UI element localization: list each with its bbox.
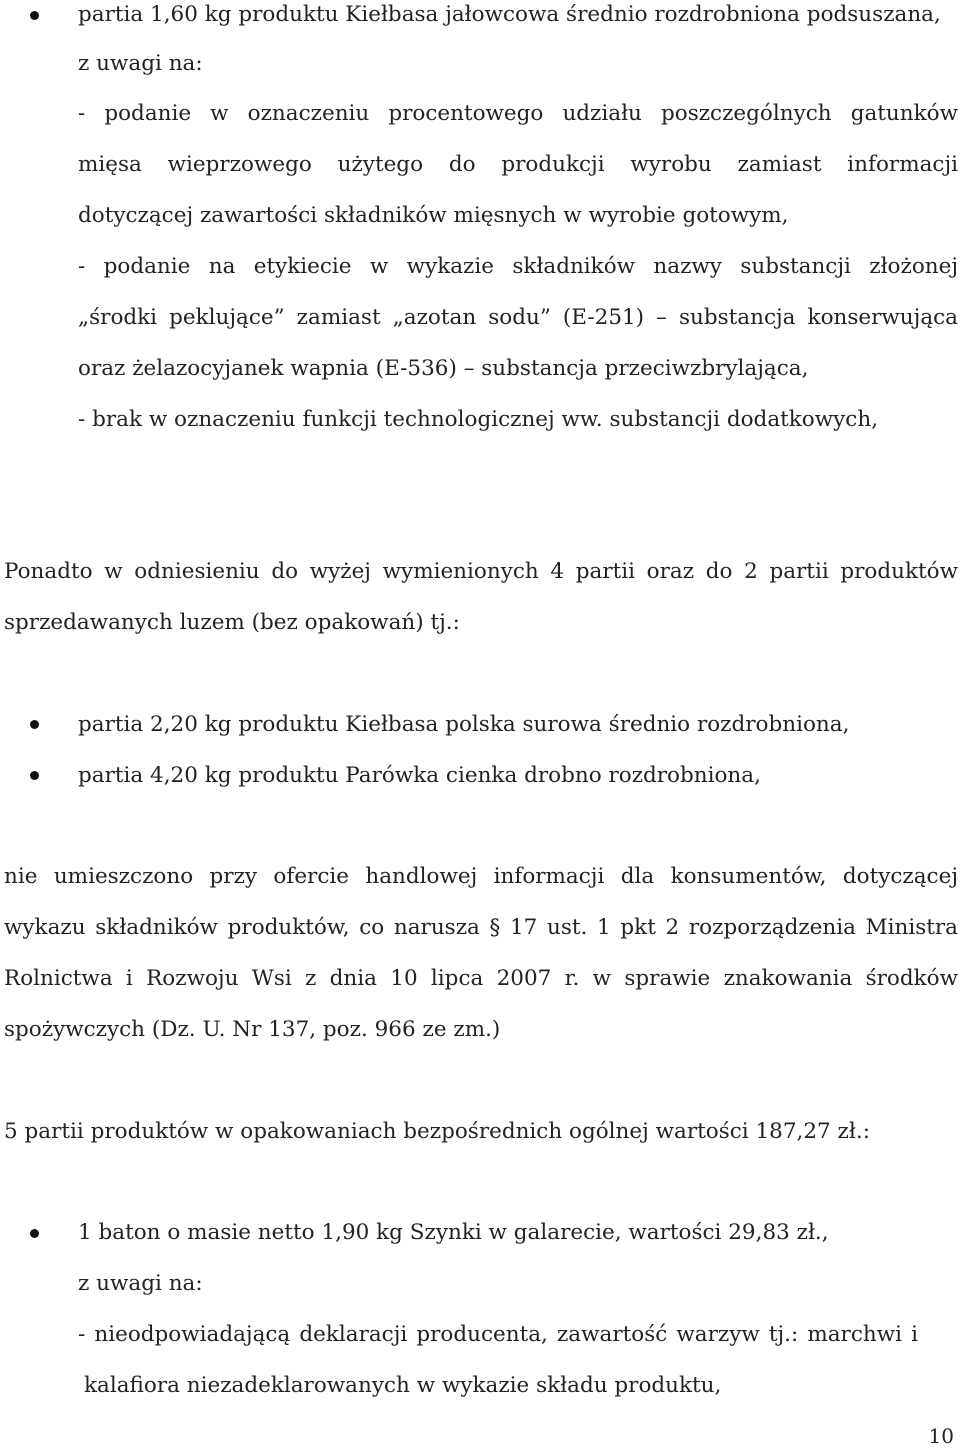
list-item: partia 2,20 kg produktu Kiełbasa polska surowa średnio rozdrobniona, (78, 712, 850, 737)
bullet-dot (30, 11, 39, 20)
list-item: partia 1,60 kg produktu Kiełbasa jałowcowa średnio rozdrobniona podsuszana, (78, 2, 941, 27)
paragraph-line: spożywczych (Dz. U. Nr 137, poz. 966 ze zm.) (4, 1017, 501, 1042)
bullet-dot (30, 1229, 39, 1238)
paragraph-line: sprzedawanych luzem (bez opakowań) tj.: (4, 610, 460, 635)
text-line: oraz żelazocyjanek wapnia (E-536) – substancja przeciwzbrylająca, (78, 356, 809, 381)
list-item: partia 4,20 kg produktu Parówka cienka drobno rozdrobniona, (78, 763, 761, 788)
page-number: 10 (928, 1424, 954, 1448)
paragraph-line: nie umieszczono przy ofercie handlowej informacji dla konsumentów, dotyczącej (4, 864, 958, 889)
text-line: - brak w oznaczeniu funkcji technologicznej ww. substancji dodatkowych, (78, 407, 879, 432)
list-item: 1 baton o masie netto 1,90 kg Szynki w galarecie, wartości 29,83 zł., (78, 1220, 829, 1245)
bullet-dot (30, 720, 39, 729)
paragraph-line: 5 partii produktów w opakowaniach bezpośrednich ogólnej wartości 187,27 zł.: (4, 1119, 870, 1144)
text-line: - podanie w oznaczeniu procentowego udziału poszczególnych gatunków (78, 101, 958, 126)
paragraph-line: wykazu składników produktów, co narusza § 17 ust. 1 pkt 2 rozporządzenia Ministra (4, 915, 958, 940)
text-line: mięsa wieprzowego użytego do produkcji wyrobu zamiast informacji (78, 152, 958, 177)
text-line: z uwagi na: (78, 51, 203, 76)
text-line: „środki peklujące” zamiast „azotan sodu” (E-251) – substancja konserwująca (78, 305, 958, 330)
paragraph-line: Ponadto w odniesieniu do wyżej wymienionych 4 partii oraz do 2 partii produktów (4, 559, 958, 584)
bullet-dot (30, 771, 39, 780)
text-line: - nieodpowiadającą deklaracji producenta, zawartość warzyw tj.: marchwi i (78, 1322, 918, 1347)
paragraph-line: Rolnictwa i Rozwoju Wsi z dnia 10 lipca 2007 r. w sprawie znakowania środków (4, 966, 958, 991)
text-line: z uwagi na: (78, 1271, 203, 1296)
text-line: kalafiora niezadeklarowanych w wykazie składu produktu, (84, 1373, 722, 1398)
text-line: - podanie na etykiecie w wykazie składników nazwy substancji złożonej (78, 254, 958, 279)
text-line: dotyczącej zawartości składników mięsnych w wyrobie gotowym, (78, 203, 789, 228)
